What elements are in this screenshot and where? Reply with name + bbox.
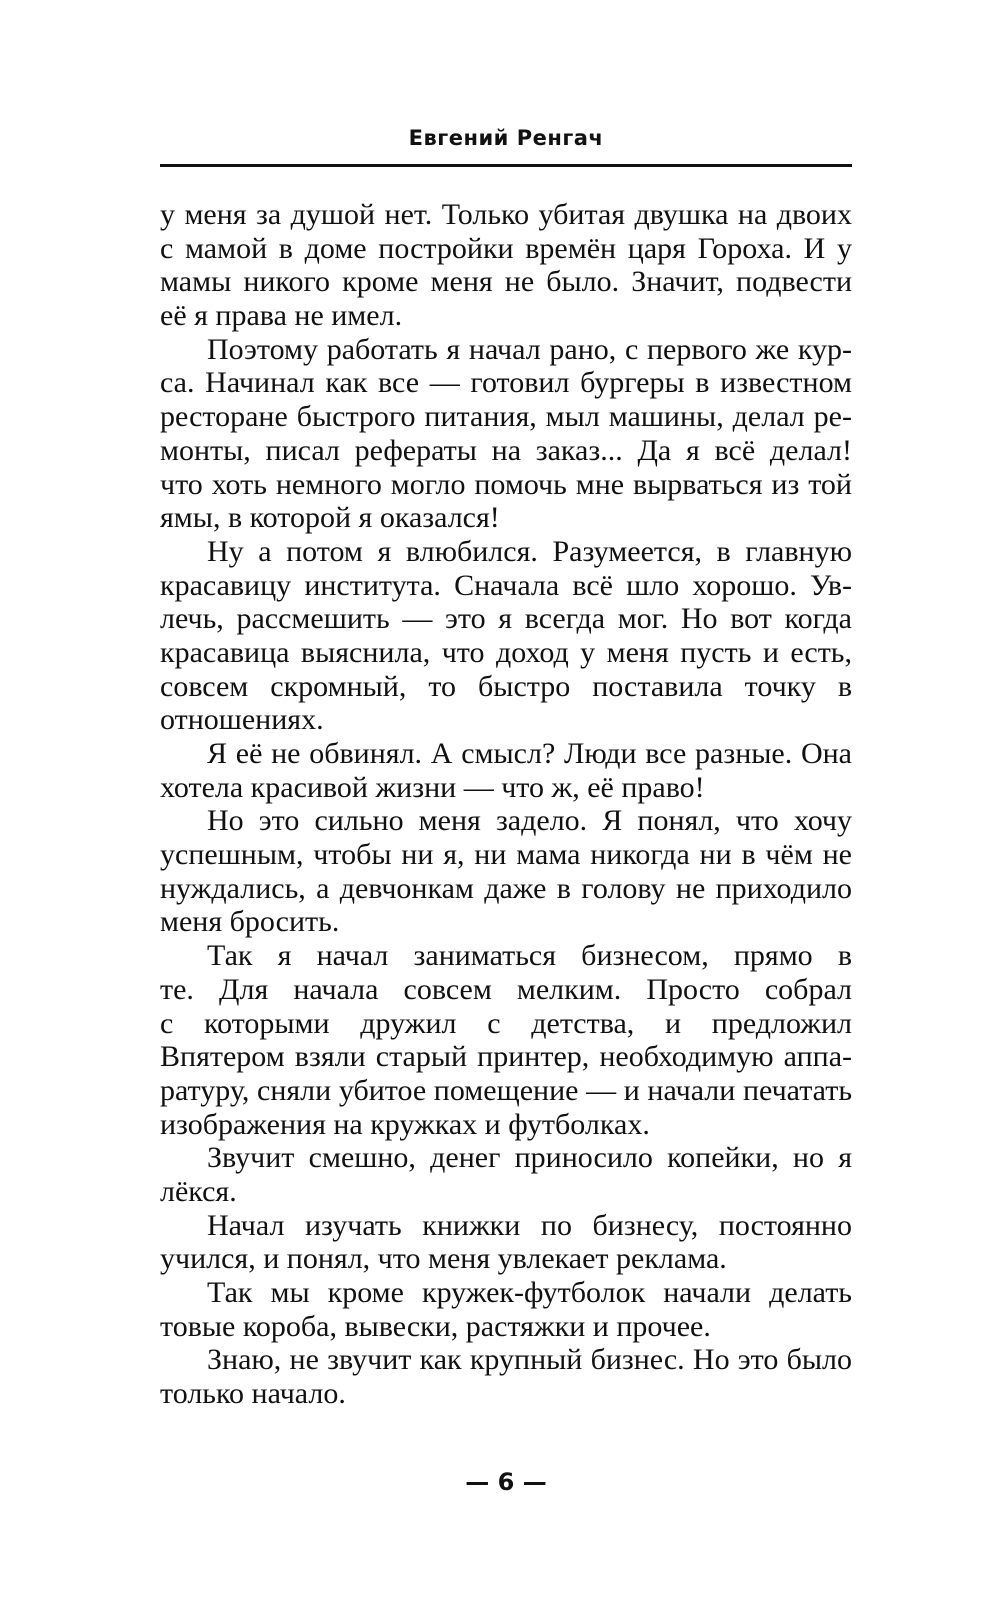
header-rule xyxy=(160,164,852,167)
text-line: Начал изучать книжки по бизнесу, постоянно xyxy=(207,1208,852,1242)
text-line: Знаю, не звучит как крупный бизнес. Но это было xyxy=(207,1343,852,1377)
text-line: нуждались, а девчонкам даже в голову не приходило xyxy=(160,871,852,905)
text-line: Впятером взяли старый принтер, необходимую аппа- xyxy=(160,1040,852,1074)
text-line: учился, и понял, что меня увлекает реклама. xyxy=(160,1242,727,1276)
page-number: — 6 — xyxy=(465,1468,547,1496)
text-line: Так я начал заниматься бизнесом, прямо в xyxy=(207,939,852,973)
text-line: меня бросить. xyxy=(160,905,340,939)
text-line: совсем скромный, то быстро поставила точку в xyxy=(160,669,852,703)
text-line: Но это сильно меня задело. Я понял, что хочу xyxy=(207,804,852,838)
text-line: с которыми дружил с детства, и предложил xyxy=(160,1006,852,1040)
text-line: ресторане быстрого питания, мыл машины, делал ре- xyxy=(160,400,852,434)
text-line: что хоть немного могло помочь мне вырваться из той xyxy=(160,467,852,501)
text-line: у меня за душой нет. Только убитая двушка на двоих xyxy=(160,198,852,231)
text-line: красавицу института. Сначала всё шло хорошо. Ув- xyxy=(160,568,852,602)
text-line: лёкся. xyxy=(160,1174,237,1208)
text-line: товые короба, вывески, растяжки и прочее. xyxy=(160,1309,711,1343)
running-header-author: Евгений Ренгач xyxy=(408,126,604,150)
text-line: красавица выяснила, что доход у меня пусть и есть, xyxy=(160,635,852,669)
body-text xyxy=(160,198,852,1411)
text-line: мамы никого кроме меня не было. Значит, подвести xyxy=(160,265,852,299)
text-line: Я её не обвинял. А смысл? Люди все разные. Она xyxy=(207,737,852,770)
text-line: монты, писал рефераты на заказ... Да я всё делал! xyxy=(160,433,852,467)
text-line: отношениях. xyxy=(160,703,324,737)
text-line: с мамой в доме постройки времён царя Гороха. И у xyxy=(160,231,852,265)
text-line: те. Для начала совсем мелким. Просто собрал xyxy=(160,972,852,1006)
text-line: ямы, в которой я оказался! xyxy=(160,501,500,535)
text-line: Звучит смешно, денег приносило копейки, но я xyxy=(207,1141,852,1175)
text-line: успешным, чтобы ни я, ни мама никогда ни в чём не xyxy=(160,838,852,872)
text-line: изображения на кружках и футболках. xyxy=(160,1107,650,1141)
text-line: Поэтому работать я начал рано, с первого же кур- xyxy=(207,332,852,366)
text-line: ратуру, сняли убитое помещение — и начали печатать xyxy=(160,1073,852,1107)
text-line: Так мы кроме кружек-футболок начали делать xyxy=(207,1276,852,1309)
text-line: са. Начинал как все — готовил бургеры в известном xyxy=(160,366,852,400)
text-line: хотела красивой жизни — что ж, её право! xyxy=(160,770,705,804)
text-line: Ну а потом я влюбился. Разумеется, в главную xyxy=(207,534,852,568)
text-line: только начало. xyxy=(160,1377,346,1411)
text-line: её я права не имел. xyxy=(160,299,403,333)
text-line: лечь, рассмешить — это я всегда мог. Но вот когда xyxy=(160,602,852,636)
